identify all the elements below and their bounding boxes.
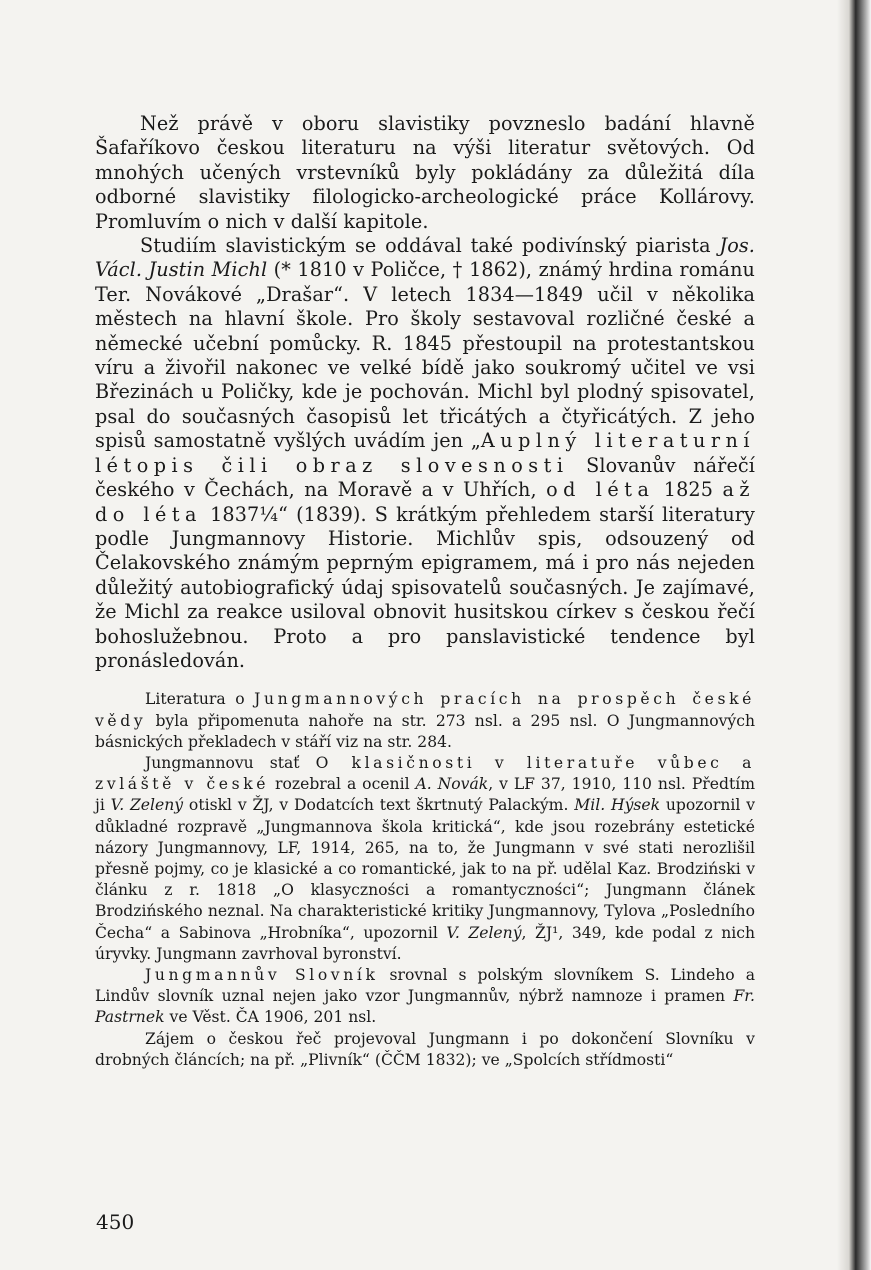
note-1-b: byla připomenuta nahoře na str. 273 nsl. a 295 nsl. O Jungmannových básnických překladech v stáří viz na str. 284. <box>95 711 755 751</box>
note-4: Zájem o českou řeč projevoval Jungmann i po dokončení Slovníku v drobných článcích; na př. „Plivník“ (ČČM 1832); ve „Spolcích střídmosti“ <box>95 1029 755 1069</box>
note-1-a: Literatura o <box>145 690 255 709</box>
notes-section <box>95 689 755 1071</box>
p2-text-a: Studiím slavistickým se oddával také podivínský piarista <box>140 234 720 258</box>
spaced-title-2: od léta <box>546 478 655 502</box>
note-3-spaced: Jungmannův Slovník <box>145 965 379 984</box>
note-1-spaced: Jungmannových pracích na prospěch české vědy <box>95 690 755 730</box>
note-2-c: , v LF 37, 1910, 110 nsl. Předtím ji <box>95 775 756 815</box>
note-2-b: rozebral a ocenil <box>269 775 416 794</box>
p2-text-c: Slovanův nářečí českého v Čechách, na Moravě a v Uhřích, <box>95 453 755 502</box>
note-2-i4: V. Zelený <box>446 923 522 942</box>
page-number: 450 <box>96 1210 135 1234</box>
note-3-a: srovnal s polským slovníkem S. Lindeho a Lindův slovník uznal nejen jako vzor Jungmannův, nýbrž namnoze i pramen <box>95 965 755 1006</box>
note-2-e: upozornil v důkladné rozpravě „Jungmannova škola kritická“, kde jsou rozebrány estetické názory Jungmannovy, LF, 1914, 265, na to, že Jungmann v své stati nerozlišil přesně pojmy, co je klasické a co romantické, jak to na př. udělal Kaz. Brodziński v článku z r. 1818 „O klasyczności a romantyczności“; Jungmann článek Brodzińského neznal. Na charakteristické kritiky Jungmannovy, Tylova „Posledního Čecha“ a Sabinova „Hrobníka“, upozornil <box>95 796 756 942</box>
paragraph-1: Než právě v oboru slavistiky povzneslo badání hlavně Šafaříkovo českou literaturu na výši literatur světových. Od mnohých učených vrstevníků byly pokládány za důležitá díla odborné slavistiky filologicko-archeologické práce Kollárovy. Promluvím o nich v další kapitole. <box>95 112 755 233</box>
p2-text-d: 1825 <box>654 478 723 502</box>
note-3-i1: Fr. Pastrnek <box>95 987 755 1027</box>
spaced-title-1: Auplný literaturní létopis čili obraz slovesnosti <box>95 429 756 477</box>
page-text <box>95 112 755 1071</box>
note-3-b: ve Věst. ČA 1906, 201 nsl. <box>164 1008 377 1027</box>
note-2 <box>95 753 755 965</box>
note-2-f: , ŽJ¹, 349, kde podal z nich úryvky. Jungmann zavrhoval byronství. <box>95 923 755 963</box>
note-2-spaced: O klasičnosti v literatuře vůbec a zvláště v české <box>95 753 755 794</box>
note-2-i2: V. Zelený <box>110 796 184 815</box>
book-gutter-edge <box>837 0 871 1270</box>
note-2-i1: A. Novák <box>415 775 489 794</box>
p2-text-e: 1837¼“ (1839). S krátkým přehledem starší literatury podle Jungmannovy Historie. Michlův spis, odsouzený od Čelakovského známým peprným epigramem, má i pro nás nejeden důležitý autobiografický údaj spisovatelů současných. Je zajímavé, že Michl za reakce usiloval obnovit husitskou církev s českou řečí bohoslužebnou. Proto a pro panslavistické tendence byl pronásledován. <box>95 502 756 672</box>
note-2-a: Jungmannovu stať <box>145 753 316 772</box>
spaced-title-3: až do léta <box>95 478 755 526</box>
note-2-d: otiskl v ŽJ, v Dodatcích text škrtnutý Palackým. <box>183 796 575 815</box>
note-2-i3: Mil. Hýsek <box>574 796 661 815</box>
paragraph-2 <box>95 234 755 673</box>
note-1 <box>95 689 755 753</box>
p2-text-b: (* 1810 v Poličce, † 1862), známý hrdina románu Ter. Novákové „Drašar“. V letech 1834—1849 učil v několika městech na hlavní škole. Pro školy sestavoval rozličné české a německé učební pomůcky. R. 1845 přestoupil na protestantskou víru a živořil nakonec ve velké bídě jako soukromý učitel ve vsi Březinách u Poličky, kde je pochován. Michl byl plodný spisovatel, psal do současných časopisů let třicátých a čtyřicátých. Z jeho spisů samostatně vyšlých uvádím jen „ <box>95 258 755 453</box>
author-name: Jos. Václ. Justin Michl <box>95 234 755 282</box>
main-text <box>95 112 755 673</box>
note-3 <box>95 965 755 1029</box>
